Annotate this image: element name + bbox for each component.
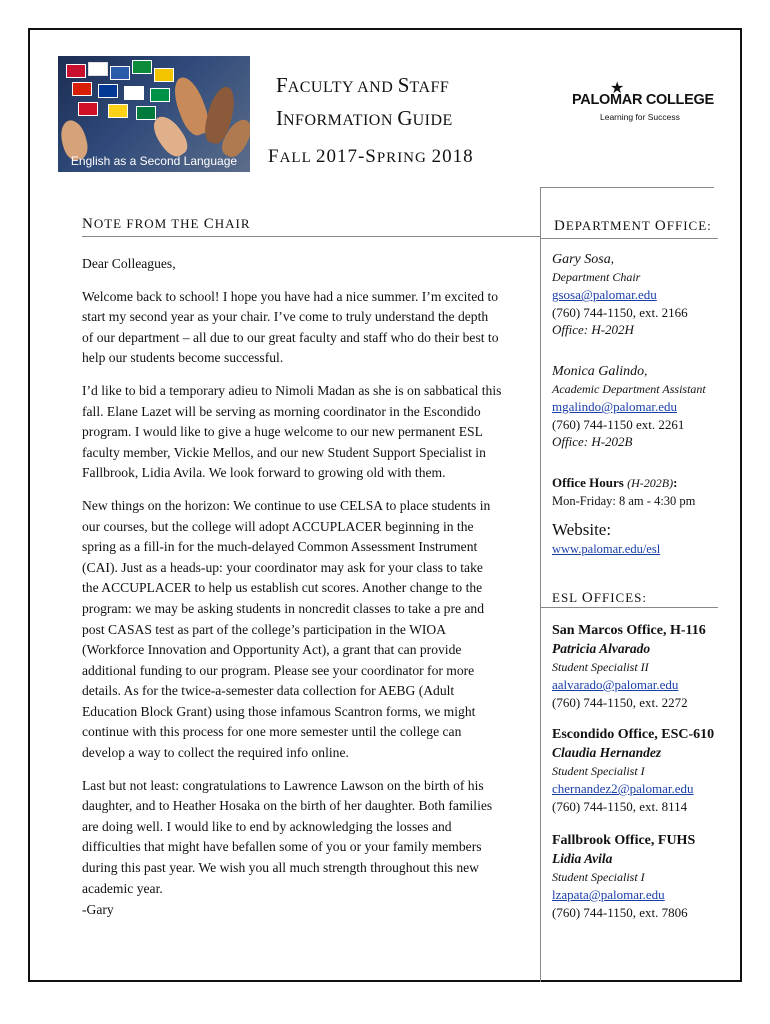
letter-paragraph: Last but not least: congratulations to Lawrence Lawson on the birth of his daughter, and to Heather Hosaka on the birth of her daughter. Both families are doing well. I would like to end by acknowledging the losses and difficulties that might have befallen some of you or your family members during this past year. We wish you all much strength throughout this new academic year. bbox=[82, 777, 493, 896]
contact-card bbox=[552, 250, 722, 339]
office-person: Claudia Hernandez bbox=[552, 745, 662, 760]
contact-role: Department Chair bbox=[552, 269, 641, 284]
divider bbox=[82, 236, 540, 237]
esl-offices-heading bbox=[552, 590, 647, 607]
title-small-caps: UIDE bbox=[412, 112, 453, 129]
title-cap: F bbox=[276, 73, 288, 97]
term-small-caps: PRING bbox=[376, 150, 432, 166]
office-phone: (760) 744-1150, ext. 2272 bbox=[552, 695, 688, 710]
title-small-caps: TAFF bbox=[409, 79, 450, 96]
office-role: Student Specialist I bbox=[552, 764, 645, 778]
office-hours-label: Office Hours bbox=[552, 475, 624, 490]
contact-phone: (760) 744-1150, ext. 2166 bbox=[552, 304, 688, 320]
office-hours-value: Mon-Friday: 8 am - 4:30 pm bbox=[552, 493, 696, 508]
contact-suffix: , bbox=[610, 251, 614, 266]
flag-icon bbox=[72, 82, 92, 96]
term-cap: F bbox=[268, 146, 280, 167]
contact-email-link[interactable]: mgalindo@palomar.edu bbox=[552, 399, 677, 415]
divider bbox=[540, 187, 714, 188]
term-year: 2017- bbox=[315, 146, 366, 167]
department-heading bbox=[554, 218, 712, 235]
office-location: San Marcos Office, H-116 bbox=[552, 623, 706, 638]
banner-label: English as a Second Language bbox=[70, 154, 238, 168]
office-location: Escondido Office, ESC-610 bbox=[552, 727, 715, 742]
contact-card bbox=[552, 362, 722, 451]
title-small-caps: ACULTY AND bbox=[287, 79, 398, 96]
heading-small-caps: EPARTMENT bbox=[565, 218, 655, 233]
flag-icon bbox=[108, 104, 128, 118]
term-year: 2018 bbox=[431, 146, 474, 167]
office-person: Patricia Alvarado bbox=[552, 641, 651, 656]
office-role: Student Specialist I bbox=[552, 870, 645, 884]
heading-cap: C bbox=[203, 216, 215, 232]
column-divider bbox=[540, 187, 541, 982]
heading-cap: D bbox=[554, 218, 566, 234]
chair-letter bbox=[82, 254, 502, 911]
title-cap: I bbox=[276, 106, 283, 130]
letter-paragraph: Welcome back to school! I hope you have had a nice summer. I’m excited to start my second year as your chair. I’ve come to truly understand the depth of our department – all due to our great faculty and staff who do their best to help our students become successful. bbox=[82, 288, 499, 366]
flag-icon bbox=[136, 106, 156, 120]
star-icon: ★ bbox=[610, 80, 625, 97]
heading-small-caps: HAIR bbox=[214, 216, 251, 231]
office-email-link[interactable]: chernandez2@palomar.edu bbox=[552, 781, 694, 796]
contact-name: Gary Sosa bbox=[552, 252, 611, 267]
office-hours bbox=[552, 474, 722, 510]
heading-cap: O bbox=[581, 590, 594, 606]
divider bbox=[540, 607, 718, 608]
term-cap: S bbox=[365, 146, 377, 167]
page-title bbox=[276, 70, 546, 136]
flag-icon bbox=[66, 64, 86, 78]
letter-paragraph: I’d like to bid a temporary adieu to Nimoli Madan as she is on sabbatical this fall. Elane Lazet will be serving as morning coordinator in the Escondido program. I would like to give a huge welcome to our new permanent ESL faculty member, Vickie Mellos, and our new Student Support Specialist in Fallbrook, Lidia Avila. We look forward to growing old with them. bbox=[82, 382, 502, 481]
letter-paragraph: New things on the horizon: We continue to use CELSA to place students in our courses, but the college will adopt ACCUPLACER beginning in the spring as a fill-in for the much-delayed Common Assessment Instrument (CAI). Just as a heads-up: your coordinator may ask for your class to take the ACCUPLACER to help us establish cut scores. Another change to the program: we may be asking students in noncredit classes to take a pre and post CASAS test as part of the college’s participation in the WIOA (Workforce Innovation and Opportunity Act), a grant that can provide additional funding to our program. Please see your coordinator for more details. As for the twice-a-semester data collection for AEBG (Adult Education Block Grant) using those infamous Scantron forms, we might continue with this process for one more semester until the college can develop a way to collect the required info online. bbox=[82, 497, 491, 761]
heading-small-caps: FFICE: bbox=[666, 218, 712, 233]
contact-role: Academic Department Assistant bbox=[552, 381, 706, 396]
office-card bbox=[552, 832, 727, 922]
logo-name: PALOMAR COLLEGE bbox=[572, 92, 714, 108]
letter-greeting: Dear Colleagues, bbox=[82, 256, 176, 271]
office-phone: (760) 744-1150, ext. 7806 bbox=[552, 905, 688, 920]
heading-cap: O bbox=[654, 218, 667, 234]
flag-icon bbox=[88, 62, 108, 76]
office-role: Student Specialist II bbox=[552, 660, 649, 674]
heading-cap: N bbox=[82, 216, 94, 232]
flag-icon bbox=[110, 66, 130, 80]
website-link[interactable]: www.palomar.edu/esl bbox=[552, 542, 661, 556]
contact-suffix: , bbox=[644, 363, 648, 378]
flag-icon bbox=[154, 68, 174, 82]
logo-tagline: Learning for Success bbox=[600, 112, 680, 122]
flag-icon bbox=[98, 84, 118, 98]
title-cap: S bbox=[397, 73, 410, 97]
letter-signature: -Gary bbox=[82, 902, 114, 917]
office-card bbox=[552, 622, 727, 712]
website-label: Website: bbox=[552, 520, 612, 539]
contact-office: Office: H-202H bbox=[552, 322, 634, 338]
title-line-1 bbox=[276, 70, 546, 103]
flag-icon bbox=[132, 60, 152, 74]
office-location: Fallbrook Office, FUHS bbox=[552, 833, 696, 848]
term-heading bbox=[268, 146, 474, 168]
flag-icon bbox=[124, 86, 144, 100]
term-small-caps: ALL bbox=[279, 150, 316, 166]
heading-small-caps: ESL bbox=[552, 590, 582, 605]
title-cap: G bbox=[397, 106, 413, 130]
title-line-2 bbox=[276, 103, 546, 136]
office-card bbox=[552, 726, 727, 816]
heading-small-caps: FFICES: bbox=[593, 590, 647, 605]
office-phone: (760) 744-1150, ext. 8114 bbox=[552, 799, 688, 814]
palomar-logo bbox=[566, 78, 732, 128]
office-person: Lidia Avila bbox=[552, 851, 613, 866]
flag-icon bbox=[78, 102, 98, 116]
office-hours-colon: : bbox=[673, 475, 678, 490]
flag-icon bbox=[150, 88, 170, 102]
title-small-caps: NFORMATION bbox=[283, 112, 398, 129]
office-hours-room: (H-202B) bbox=[627, 476, 674, 490]
note-heading bbox=[82, 216, 251, 233]
divider bbox=[540, 238, 718, 239]
contact-phone: (760) 744-1150 ext. 2261 bbox=[552, 416, 685, 432]
contact-name: Monica Galindo bbox=[552, 364, 645, 379]
heading-small-caps: OTE FROM THE bbox=[93, 216, 204, 231]
contact-office: Office: H-202B bbox=[552, 434, 633, 450]
office-email-link[interactable]: aalvarado@palomar.edu bbox=[552, 677, 679, 692]
esl-banner-image bbox=[58, 56, 250, 172]
contact-email-link[interactable]: gsosa@palomar.edu bbox=[552, 287, 657, 303]
office-email-link[interactable]: lzapata@palomar.edu bbox=[552, 887, 665, 902]
